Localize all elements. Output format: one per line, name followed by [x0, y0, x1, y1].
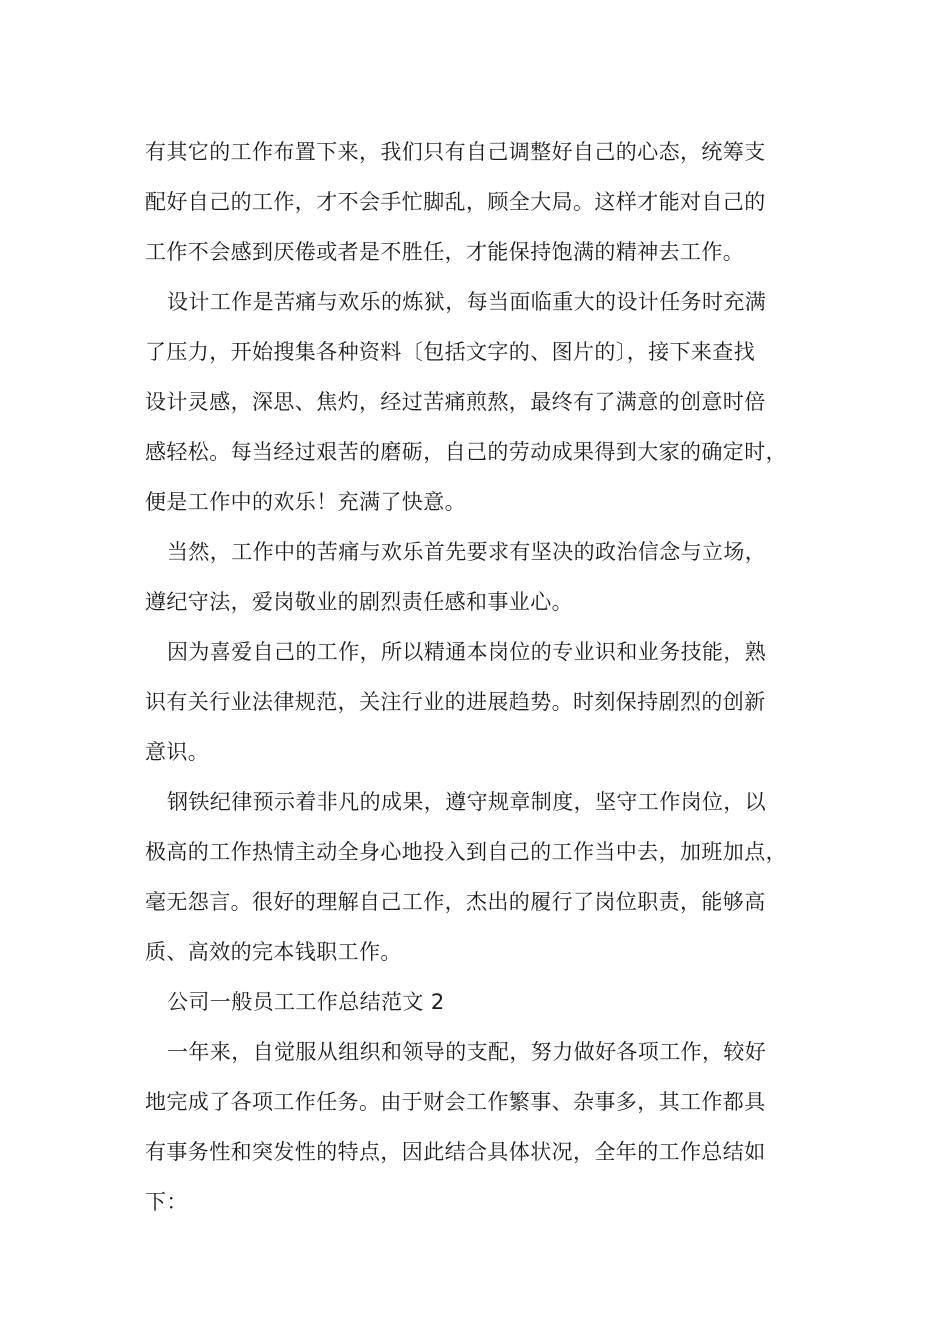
text-line: 设计灵感，深思、焦灼，经过苦痛煎熬，最终有了满意的创意时倍 — [145, 390, 766, 414]
text-line: 一年来，自觉服从组织和领导的支配，努力做好各项工作，较好 — [167, 1040, 767, 1064]
text-line: 配好自己的工作，才不会手忙脚乱，顾全大局。这样才能对自己的 — [145, 190, 766, 214]
text-line: 钢铁纪律预示着非凡的成果，遵守规章制度，坚守工作岗位，以 — [167, 790, 767, 814]
text-line: 下： — [145, 1190, 188, 1214]
text-line: 意识。 — [145, 740, 210, 764]
text-line: 地完成了各项工作任务。由于财会工作繁事、杂事多，其工作都具 — [145, 1090, 766, 1114]
text-line: 当然，工作中的苦痛与欢乐首先要求有坚决的政治信念与立场， — [167, 540, 767, 564]
document-body — [145, 127, 825, 1227]
text-line: 公司一般员工工作总结范文 2 — [167, 990, 445, 1014]
text-line: 质、高效的完本钱职工作。 — [145, 940, 402, 964]
text-line: 便是工作中的欢乐！充满了快意。 — [145, 490, 466, 514]
text-line: 感轻松。每当经过艰苦的磨砺，自己的劳动成果得到大家的确定时， — [145, 440, 787, 464]
text-line: 有事务性和突发性的特点，因此结合具体状况，全年的工作总结如 — [145, 1140, 766, 1164]
text-line: 极高的工作热情主动全身心地投入到自己的工作当中去，加班加点， — [145, 840, 787, 864]
text-line: 有其它的工作布置下来，我们只有自己调整好自己的心态，统筹支 — [145, 140, 766, 164]
text-line: 设计工作是苦痛与欢乐的炼狱，每当面临重大的设计任务时充满 — [167, 290, 767, 314]
text-line: 识有关行业法律规范，关注行业的进展趋势。时刻保持剧烈的创新 — [145, 690, 766, 714]
text-line: 毫无怨言。很好的理解自己工作，杰出的履行了岗位职责，能够高 — [145, 890, 766, 914]
text-line: 遵纪守法，爱岗敬业的剧烈责任感和事业心。 — [145, 590, 573, 614]
text-line: 了压力，开始搜集各种资料〔包括文字的、图片的〕，接下来查找 — [145, 340, 756, 364]
text-line: 因为喜爱自己的工作，所以精通本岗位的专业识和业务技能，熟 — [167, 640, 767, 664]
text-line: 工作不会感到厌倦或者是不胜任，才能保持饱满的精神去工作。 — [145, 240, 745, 264]
